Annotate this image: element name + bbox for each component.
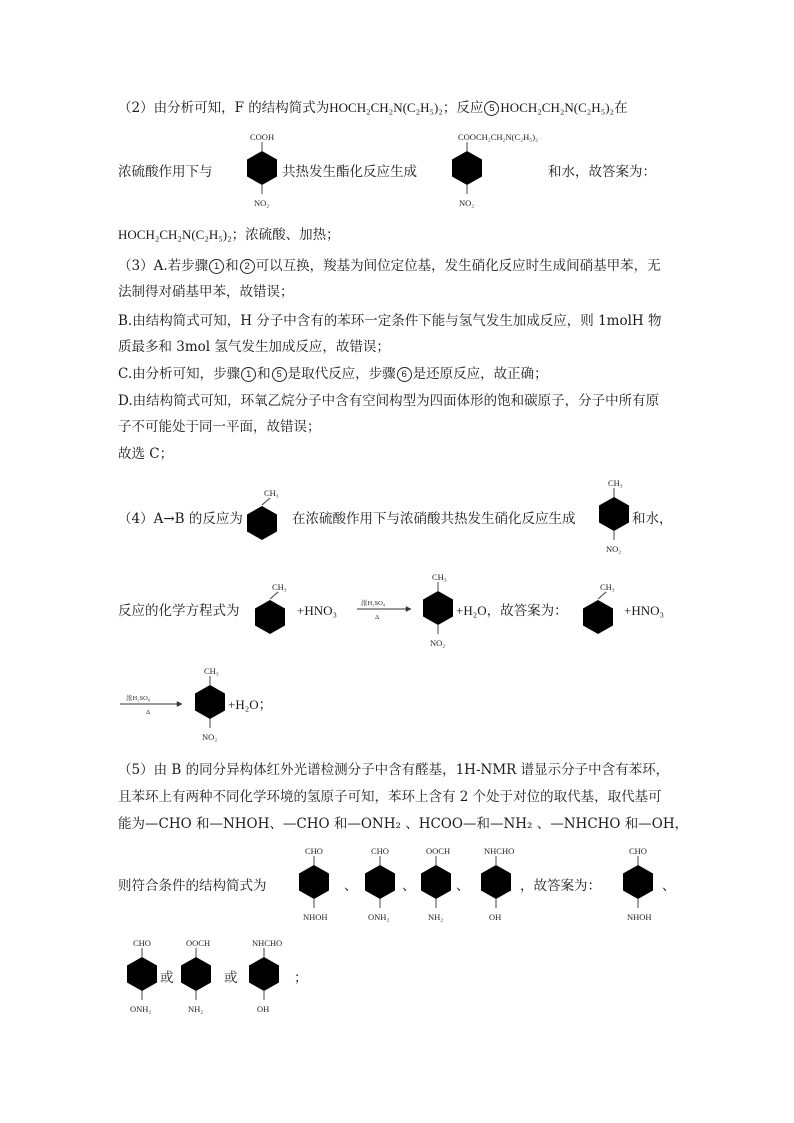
substituent-label: NO₂ [459,198,475,208]
p2-text: 在 [614,100,628,116]
p3-option-d: D.由结构简式可知，环氧乙烷分子中含有空间构型为四面体形的饱和碳原子，分子中所有原 [118,393,660,409]
substituent-label: CH₃ [600,582,615,592]
step-number-badge: 5 [272,367,287,382]
p3-option-c [118,364,548,384]
arrow-condition: 浓H₂SO₄ [126,695,151,702]
separator: 、 [456,878,470,894]
p3-conclusion: 故选 C； [118,446,174,462]
or-text: 或 [160,970,174,986]
isomer-ooch-nh2-structure [412,844,462,928]
substituent-label: CH₃ [272,582,287,592]
p3-text: 可以互换，羧基为间位定位基，发生硝化反应时生成间硝基甲苯，无 [255,258,661,274]
step-number-badge: 1 [209,259,224,274]
substituent-label: CHO [305,846,323,856]
p3-option-d-cont: 子不可能处于同一平面，故错误； [118,419,321,435]
p3-option-b-cont: 质最多和 3mol 氢气发生加成反应，故错误； [118,339,390,355]
separator: 、 [402,878,416,894]
p4-text: ，故答案为： [486,603,568,619]
p5-line-4b: ，故答案为： [520,878,601,894]
step-number-badge: 6 [397,367,412,382]
substituent-label: NO₂ [254,198,270,208]
p4-equation-label: 反应的化学方程式为 [118,603,240,619]
substituent-label: NHOH [627,912,652,922]
p3-text: 和 [257,366,271,382]
toluene-structure [252,580,302,644]
reaction-arrow [355,598,415,628]
p5-line-4a: 则符合条件的结构简式为 [118,878,267,894]
p3-line-2: 法制得对硝基甲苯，故错误； [118,284,294,300]
arrow-condition: Δ [375,614,380,621]
h2o-term: +H₂O [228,697,259,712]
isomer-cho-nhoh-structure [290,844,340,928]
separator: 、 [344,878,358,894]
p2-text: 和水，故答案为： [548,164,656,180]
p4-text: ； [258,697,273,713]
toluene-structure [580,580,630,644]
f-formula: HOCH₂CH₂N(C₂H₅)₂ [500,100,615,115]
hno3-term: +HNO₃ [297,603,338,618]
p4-answer-tail [228,695,272,715]
arrow-condition: Δ [146,709,151,716]
p5-end: ； [294,970,308,986]
p2-line-2a [118,162,213,182]
p2-text: ；反应 [442,100,484,116]
p2-line-1 [118,98,628,118]
substituent-label: ONH₂ [368,912,390,922]
substituent-label: CH₃ [608,478,623,488]
p3-text: （3）A.若步骤 [118,258,209,274]
substituent-label: NO₂ [430,638,446,648]
f-formula: HOCH₂CH₂N(C₂H₅)₂ [329,100,443,115]
substituent-label: ONH₂ [130,1004,152,1014]
p3-text: 是取代反应，步骤 [287,366,396,382]
hno3-term: +HNO₃ [624,603,665,618]
substituent-label: COOH [250,132,275,142]
isomer-ooch-nh2-structure [172,936,222,1020]
substituent-label: NHCHO [252,938,283,948]
p4-line-1a: （4）A→B 的反应为 [118,511,243,527]
p5-line-1: （5）由 B 的同分异构体红外光谱检测分子中含有醛基，1H-NMR 谱显示分子中含有苯环， [118,762,670,778]
p2-line-2c [548,162,656,182]
toluene-structure [244,486,294,550]
isomer-cho-onh2-structure [356,844,406,928]
substituent-label: CHO [133,938,151,948]
substituent-label: CH₃ [264,488,279,498]
f-formula: HOCH₂CH₂N(C₂H₅)₂ [118,227,232,242]
substituent-label: COOCH₂CH₂N(C₂H₅)₂ [458,132,538,142]
p4-line-1c: 和水， [632,511,673,527]
p3-option-b: B.由结构简式可知，H 分子中含有的苯环一定条件下能与氢气发生加成反应，则 1molH 物 [118,313,662,329]
h2o-term: +H₂O [456,603,487,618]
p3-line-1 [118,256,661,276]
p5-line-2: 且苯环上有两种不同化学环境的氢原子可知，苯环上含有 2 个处于对位的取代基，取代基可 [118,789,662,805]
substituent-label: CHO [371,846,389,856]
arrow-condition: 浓H₂SO₄ [361,600,386,607]
step-number-badge: 2 [240,259,255,274]
step-number-badge: 5 [484,101,499,116]
isomer-cho-nhoh-structure [614,844,664,928]
p2-line-2b [282,162,417,182]
substituent-label: CH₃ [204,666,219,676]
p2-text: （2）由分析可知，F 的结构简式为 [118,100,330,116]
or-text: 或 [224,970,238,986]
p3-text: 是还原反应，故正确； [412,366,548,382]
ester-product-structure [440,128,560,212]
p3-text: 和 [225,258,239,274]
substituent-label: OH [257,1004,270,1014]
substituent-label: NHCHO [484,846,515,856]
substituent-label: NO₂ [202,732,218,742]
p2-text: 浓硫酸作用下与 [118,164,213,180]
p4-equation-tail [456,601,568,621]
substituent-label: NO₂ [606,544,622,554]
separator: 、 [662,878,676,894]
p2-text: ；浓硫酸、加热； [231,227,340,243]
substituent-label: OOCH [426,846,451,856]
substituent-label: OOCH [186,938,211,948]
step-number-badge: 1 [241,367,256,382]
substituent-label: CH₃ [432,572,447,582]
substituent-label: OH [489,912,502,922]
substituent-label: NH₂ [428,912,444,922]
isomer-nhcho-oh-structure [240,936,296,1020]
substituent-label: NHOH [303,912,328,922]
p2-line-3 [118,225,340,245]
substituent-label: NH₂ [188,1004,204,1014]
p4-line-1b: 在浓硫酸作用下与浓硝酸共热发生硝化反应生成 [292,511,576,527]
p2-text: 共热发生酯化反应生成 [282,164,417,180]
p3-text: C.由分析可知，步骤 [118,366,241,382]
substituent-label: CHO [629,846,647,856]
reaction-arrow [118,693,188,723]
p5-line-3: 能为—CHO 和—NHOH、—CHO 和—ONH₂ 、HCOO—和—NH₂ 、—NHCHO 和—OH， [118,816,689,832]
